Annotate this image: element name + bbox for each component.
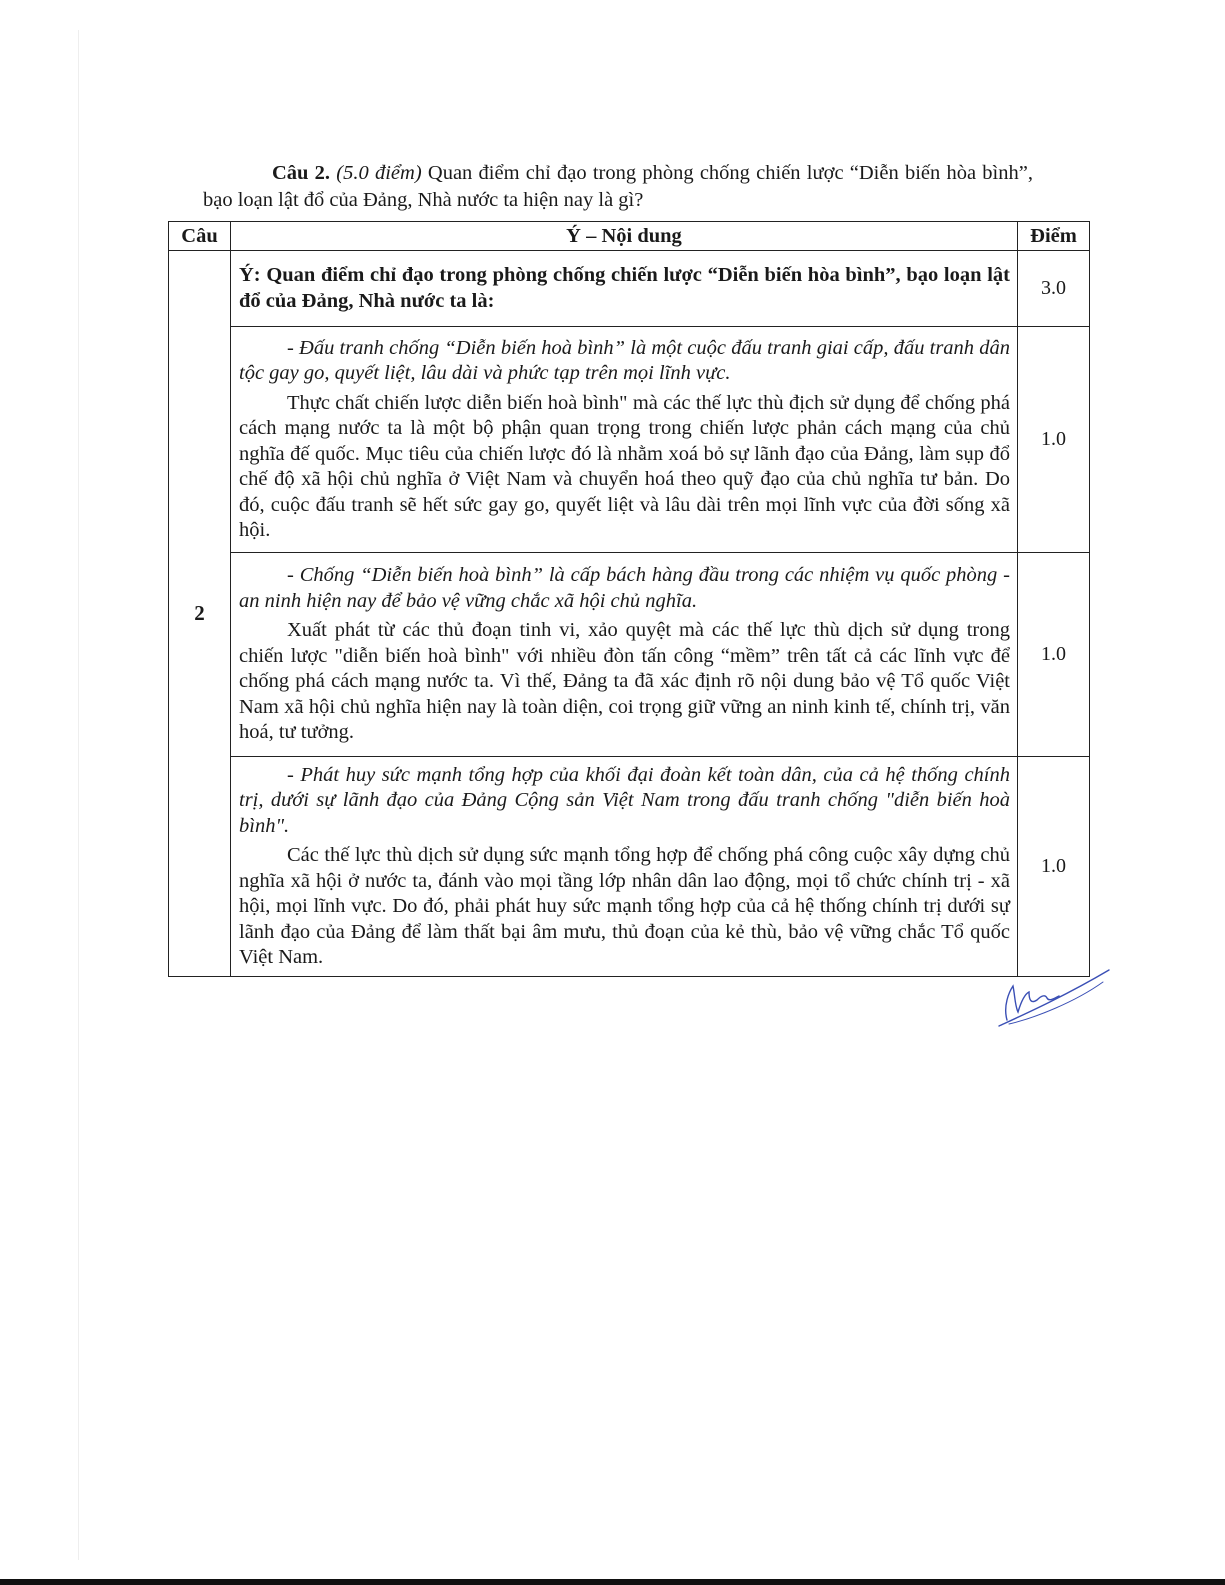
table-row-heading <box>169 251 1090 327</box>
signature-mark <box>985 962 1115 1030</box>
point-title: - Chống “Diễn biến hoà bình” là cấp bách hàng đầu trong các nhiệm vụ quốc phòng - an ninh hiện nay để bảo vệ vững chắc xã hội chủ nghĩa. <box>239 564 1010 612</box>
point-body: Các thế lực thù dịch sử dụng sức mạnh tổng hợp để chống phá công cuộc xây dựng chủ nghĩa xã hội ở nước ta, đánh vào mọi tầng lớp nhân dân lao động, mọi tổ chức chính trị - xã hội, mọi lĩnh vực. Do đó, phải phát huy sức mạnh tổng hợp của cả hệ thống chính trị dưới sự lãnh đạo của Đảng để làm thất bại âm mưu, thủ đoạn của kẻ thù, bảo vệ vững chắc Tổ quốc Việt Nam. <box>239 844 1010 968</box>
table-row <box>169 327 1090 553</box>
scan-page-edge <box>78 30 79 1560</box>
header-content: Ý – Nội dung <box>231 222 1018 251</box>
point-body: Xuất phát từ các thủ đoạn tinh vi, xảo quyệt mà các thế lực thù dịch sử dụng trong chiến lược "diễn biến hoà bình" với nhiều đòn tấn công “mềm” trên tất cả các lĩnh vực để chống phá cách mạng nước ta. Vì thế, Đảng ta đã xác định rõ nội dung bảo vệ Tổ quốc Việt Nam xã hội chủ nghĩa hiện nay là toàn diện, coi trọng giữ vững an ninh kinh tế, chính trị, văn hoá, tư tưởng. <box>239 619 1010 744</box>
heading-score: 3.0 <box>1018 251 1090 327</box>
question-prompt <box>203 160 1033 214</box>
question-text: Quan điểm chỉ đạo trong phòng chống chiến lược “Diễn biến hòa bình”, bạo loạn lật đổ của Đảng, Nhà nước ta hiện nay là gì? <box>203 162 1033 211</box>
point-content <box>231 553 1018 757</box>
scan-bottom-bar <box>0 1579 1225 1585</box>
point-content <box>231 757 1018 977</box>
answer-table <box>168 221 1090 977</box>
question-label: Câu 2. <box>272 162 331 184</box>
point-score: 1.0 <box>1018 327 1090 553</box>
heading-content: Ý: Quan điểm chỉ đạo trong phòng chống chiến lược “Diễn biến hòa bình”, bạo loạn lật đổ của Đảng, Nhà nước ta là: <box>231 251 1018 327</box>
question-points: (5.0 điểm) <box>336 162 422 184</box>
header-cau: Câu <box>169 222 231 251</box>
question-number-cell: 2 <box>169 251 231 977</box>
table-row <box>169 553 1090 757</box>
header-score: Điểm <box>1018 222 1090 251</box>
table-header-row <box>169 222 1090 251</box>
point-score: 1.0 <box>1018 757 1090 977</box>
point-title: - Phát huy sức mạnh tổng hợp của khối đại đoàn kết toàn dân, của cả hệ thống chính trị, dưới sự lãnh đạo của Đảng Cộng sản Việt Nam trong đấu tranh chống "diễn biến hoà bình". <box>239 763 1010 837</box>
point-title: - Đấu tranh chống “Diễn biến hoà bình” là một cuộc đấu tranh giai cấp, đấu tranh dân tộc gay go, quyết liệt, lâu dài và phức tạp trên mọi lĩnh vực. <box>239 336 1010 384</box>
point-content <box>231 327 1018 553</box>
point-body: Thực chất chiến lược diễn biến hoà bình" mà các thế lực thù địch sử dụng để chống phá cách mạng nước ta là một bộ phận quan trọng trong chiến lược phản cách mạng của chủ nghĩa đế quốc. Mục tiêu của chiến lược đó là nhằm xoá bỏ sự lãnh đạo của Đảng, làm sụp đổ chế độ xã hội chủ nghĩa ở Việt Nam và chuyển hoá theo quỹ đạo của chủ nghĩa tư bản. Do đó, cuộc đấu tranh sẽ hết sức gay go, quyết liệt và lâu dài trên mọi lĩnh vực của đời sống xã hội. <box>239 391 1010 541</box>
table-row <box>169 757 1090 977</box>
point-score: 1.0 <box>1018 553 1090 757</box>
